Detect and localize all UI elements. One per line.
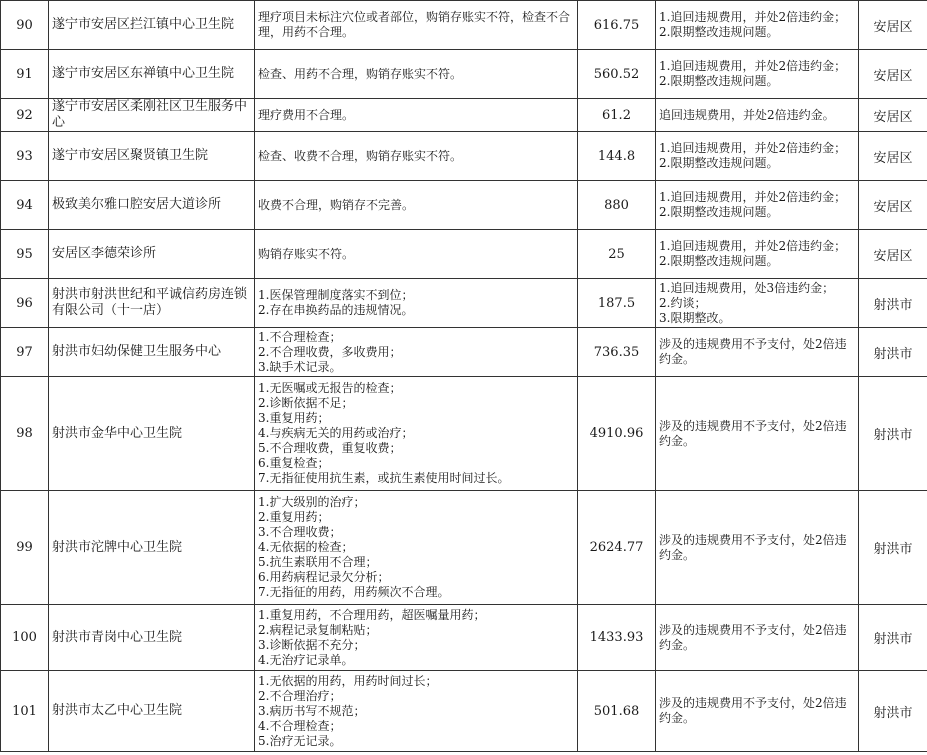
problem-line: 4.无依据的检查； [258,540,354,554]
district-cell: 射洪市 [859,605,927,671]
problems-cell [255,1,578,50]
institution-name-cell: 射洪市沱牌中心卫生院 [49,491,255,605]
row-number-cell: 100 [1,605,49,671]
action-line: 涉及的违规费用不予支付，处2倍违约金。 [659,532,847,562]
problems-cell [255,279,578,328]
table-row [1,491,927,605]
problem-line: 6.用药病程记录欠分析； [258,570,390,584]
action-line: 涉及的违规费用不予支付，处2倍违约金。 [659,696,847,725]
actions-cell [656,491,859,605]
problem-line: 1.重复用药，不合理用药，超医嘱量用药； [258,607,486,622]
action-line: 2.限期整改违规问题。 [659,156,779,170]
amount-cell: 880 [578,181,656,230]
table-row [1,279,927,328]
amount-cell: 144.8 [578,132,656,181]
table-row [1,132,927,181]
table-row [1,328,927,377]
action-line: 3.限期整改。 [659,310,731,325]
actions-cell [656,230,859,279]
actions-cell [656,1,859,50]
action-line: 1.追回违规费用，并处2倍违约金； [659,10,847,24]
problem-line: 2.存在串换药品的违规情况。 [258,303,414,317]
problem-line: 3.诊断依据不充分； [258,637,366,652]
problem-line: 7.无指征使用抗生素，或抗生素使用时间过长。 [258,471,510,485]
problem-line: 7.无指征的用药，用药频次不合理。 [258,585,450,599]
problem-line: 4.无治疗记录单。 [258,652,354,667]
problems-cell [255,181,578,230]
actions-cell [656,279,859,328]
district-cell: 射洪市 [859,328,927,377]
problems-cell [255,132,578,181]
district-cell: 安居区 [859,230,927,279]
problem-line: 2.病程记录复制粘贴； [258,622,378,637]
problems-cell [255,491,578,605]
institution-name-cell: 射洪市金华中心卫生院 [49,377,255,491]
action-line: 2.限期整改违规问题。 [659,74,779,88]
problem-line: 5.治疗无记录。 [258,733,342,748]
problem-line: 6.重复检查； [258,456,330,470]
table-row [1,671,927,752]
problem-line: 4.与疾病无关的用药或治疗； [258,426,414,440]
district-cell: 安居区 [859,99,927,132]
institution-name-cell: 射洪市射洪世纪和平诚信药房连锁有限公司（十一店） [49,279,255,328]
amount-cell: 25 [578,230,656,279]
institution-name-cell: 安居区李德荣诊所 [49,230,255,279]
problems-cell [255,230,578,279]
action-line: 1.追回违规费用，并处2倍违约金； [659,141,847,155]
problem-line: 3.不合理收费； [258,525,342,539]
table-row [1,99,927,132]
institution-name-cell: 射洪市妇幼保健卫生服务中心 [49,328,255,377]
table-row [1,50,927,99]
actions-cell [656,50,859,99]
action-line: 涉及的违规费用不予支付，处2倍违约金。 [659,622,847,652]
district-cell: 安居区 [859,181,927,230]
table-row [1,230,927,279]
problems-cell [255,671,578,752]
institution-name-cell: 射洪市太乙中心卫生院 [49,671,255,752]
amount-cell: 736.35 [578,328,656,377]
problem-line: 1.医保管理制度落实不到位； [258,288,414,302]
actions-cell [656,99,859,132]
actions-cell [656,328,859,377]
row-number-cell: 101 [1,671,49,752]
action-line: 2.限期整改违规问题。 [659,254,779,268]
district-cell: 安居区 [859,1,927,50]
problem-line: 3.病历书写不规范； [258,703,366,718]
amount-cell: 2624.77 [578,491,656,605]
problem-line: 检查、用药不合理，购销存账实不符。 [258,66,463,81]
institution-name-cell: 遂宁市安居区东禅镇中心卫生院 [49,50,255,99]
action-line: 1.追回违规费用，处3倍违约金； [659,280,835,295]
action-line: 涉及的违规费用不予支付，处2倍违约金。 [659,337,847,366]
problems-cell [255,99,578,132]
row-number-cell: 93 [1,132,49,181]
row-number-cell: 92 [1,99,49,132]
amount-cell: 560.52 [578,50,656,99]
institution-name-cell: 遂宁市安居区聚贤镇卫生院 [49,132,255,181]
problem-line: 3.缺手术记录。 [258,359,342,374]
problem-line: 1.无依据的用药，用药时间过长； [258,673,438,688]
problems-cell [255,50,578,99]
problem-line: 理疗项目未标注穴位或者部位，购销存账实不符，检查不合理，用药不合理。 [258,10,571,39]
amount-cell: 1433.93 [578,605,656,671]
problem-line: 4.不合理检查； [258,718,342,733]
district-cell: 安居区 [859,132,927,181]
district-cell: 射洪市 [859,671,927,752]
problems-cell [255,605,578,671]
district-cell: 安居区 [859,50,927,99]
amount-cell: 501.68 [578,671,656,752]
action-line: 2.约谈； [659,295,707,310]
actions-cell [656,132,859,181]
district-cell: 射洪市 [859,279,927,328]
row-number-cell: 91 [1,50,49,99]
problem-line: 2.不合理治疗； [258,688,342,703]
problem-line: 购销存账实不符。 [258,246,355,261]
problems-cell [255,328,578,377]
problem-line: 2.不合理收费，多收费用； [258,344,402,359]
row-number-cell: 98 [1,377,49,491]
problem-line: 5.不合理收费，重复收费； [258,441,402,455]
problem-line: 理疗费用不合理。 [258,107,355,122]
actions-cell [656,671,859,752]
problem-line: 1.无医嘱或无报告的检查； [258,381,402,395]
amount-cell: 616.75 [578,1,656,50]
problem-line: 1.扩大级别的治疗； [258,495,366,509]
actions-cell [656,605,859,671]
problem-line: 2.诊断依据不足； [258,396,354,410]
action-line: 2.限期整改违规问题。 [659,25,779,39]
row-number-cell: 90 [1,1,49,50]
problem-line: 2.重复用药； [258,510,330,524]
institution-name-cell: 遂宁市安居区柔刚社区卫生服务中心 [49,99,255,132]
amount-cell: 61.2 [578,99,656,132]
action-line: 1.追回违规费用，并处2倍违约金； [659,239,847,253]
action-line: 2.限期整改违规问题。 [659,205,779,219]
problem-line: 检查、收费不合理，购销存账实不符。 [258,148,463,163]
table-row [1,377,927,491]
action-line: 1.追回违规费用，并处2倍违约金； [659,190,847,204]
problem-line: 1.不合理检查； [258,329,342,344]
row-number-cell: 97 [1,328,49,377]
action-line: 涉及的违规费用不予支付，处2倍违约金。 [659,418,847,448]
table-row [1,1,927,50]
institution-name-cell: 遂宁市安居区拦江镇中心卫生院 [49,1,255,50]
actions-cell [656,377,859,491]
row-number-cell: 94 [1,181,49,230]
amount-cell: 4910.96 [578,377,656,491]
actions-cell [656,181,859,230]
action-line: 追回违规费用，并处2倍违约金。 [659,107,835,122]
amount-cell: 187.5 [578,279,656,328]
action-line: 1.追回违规费用，并处2倍违约金； [659,59,847,73]
row-number-cell: 95 [1,230,49,279]
row-number-cell: 99 [1,491,49,605]
district-cell: 射洪市 [859,491,927,605]
table-body [1,1,927,752]
district-cell: 射洪市 [859,377,927,491]
table-row [1,605,927,671]
problem-line: 3.重复用药； [258,411,330,425]
problems-cell [255,377,578,491]
institution-name-cell: 极致美尔雅口腔安居大道诊所 [49,181,255,230]
problem-line: 收费不合理，购销存不完善。 [258,197,415,212]
row-number-cell: 96 [1,279,49,328]
problem-line: 5.抗生素联用不合理； [258,555,378,569]
institution-name-cell: 射洪市青岗中心卫生院 [49,605,255,671]
table-row [1,181,927,230]
